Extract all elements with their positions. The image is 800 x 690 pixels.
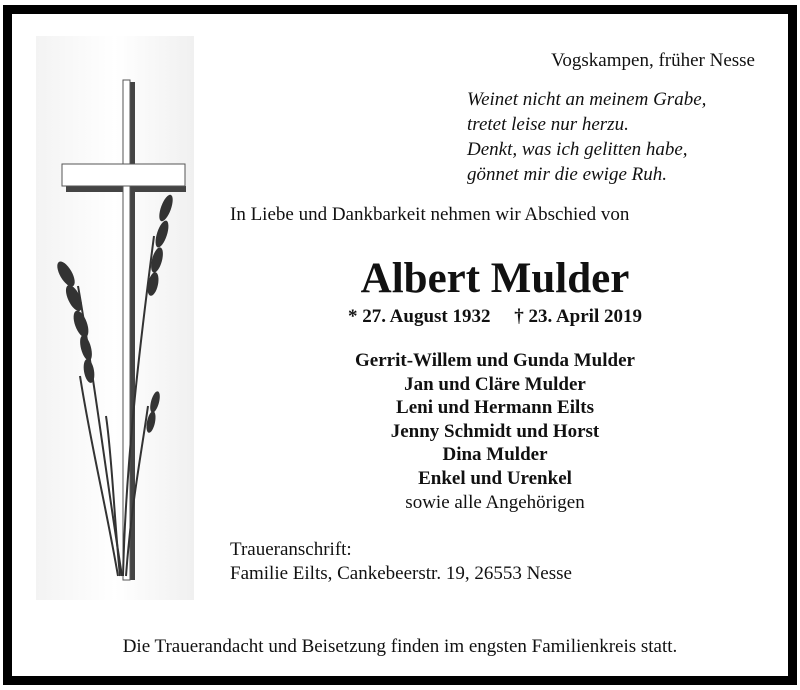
footer-note: Die Trauerandacht und Beisetzung finden im engsten Familienkreis statt.	[122, 636, 678, 657]
mourner-name: Enkel und Urenkel	[418, 467, 572, 489]
mourner-name: Dina Mulder	[442, 444, 548, 466]
cross-with-wheat-icon	[36, 36, 194, 600]
mourner-name: Gerrit-Willem und Gunda Mulder	[355, 350, 635, 371]
poem-line: gönnet mir die ewige Ruh.	[467, 164, 667, 185]
address-label: Traueranschrift:	[230, 539, 352, 560]
mourners-closing: sowie alle Angehörigen	[405, 491, 585, 513]
poem	[467, 87, 706, 187]
poem-line: tretet leise nur herzu.	[467, 114, 629, 135]
mourner-name: Leni und Hermann Eilts	[396, 397, 594, 419]
mourner-name: Jan und Cläre Mulder	[404, 373, 586, 395]
address-value: Familie Eilts, Cankebeerstr. 19, 26553 Nesse	[230, 563, 572, 584]
mourner-name: Jenny Schmidt und Horst	[390, 420, 600, 442]
mourners-list	[230, 349, 760, 514]
poem-line: Denkt, was ich gelitten habe,	[467, 139, 688, 160]
life-dates: * 27. August 1932 † 23. April 2019	[347, 306, 642, 327]
poem-line: Weinet nicht an meinem Grabe,	[467, 89, 707, 110]
deceased-name: Albert Mulder	[360, 255, 630, 302]
intro-text: In Liebe und Dankbarkeit nehmen wir Abschied von	[230, 204, 630, 225]
mourning-address	[230, 538, 572, 586]
place-line: Vogskampen, früher Nesse	[551, 50, 755, 71]
